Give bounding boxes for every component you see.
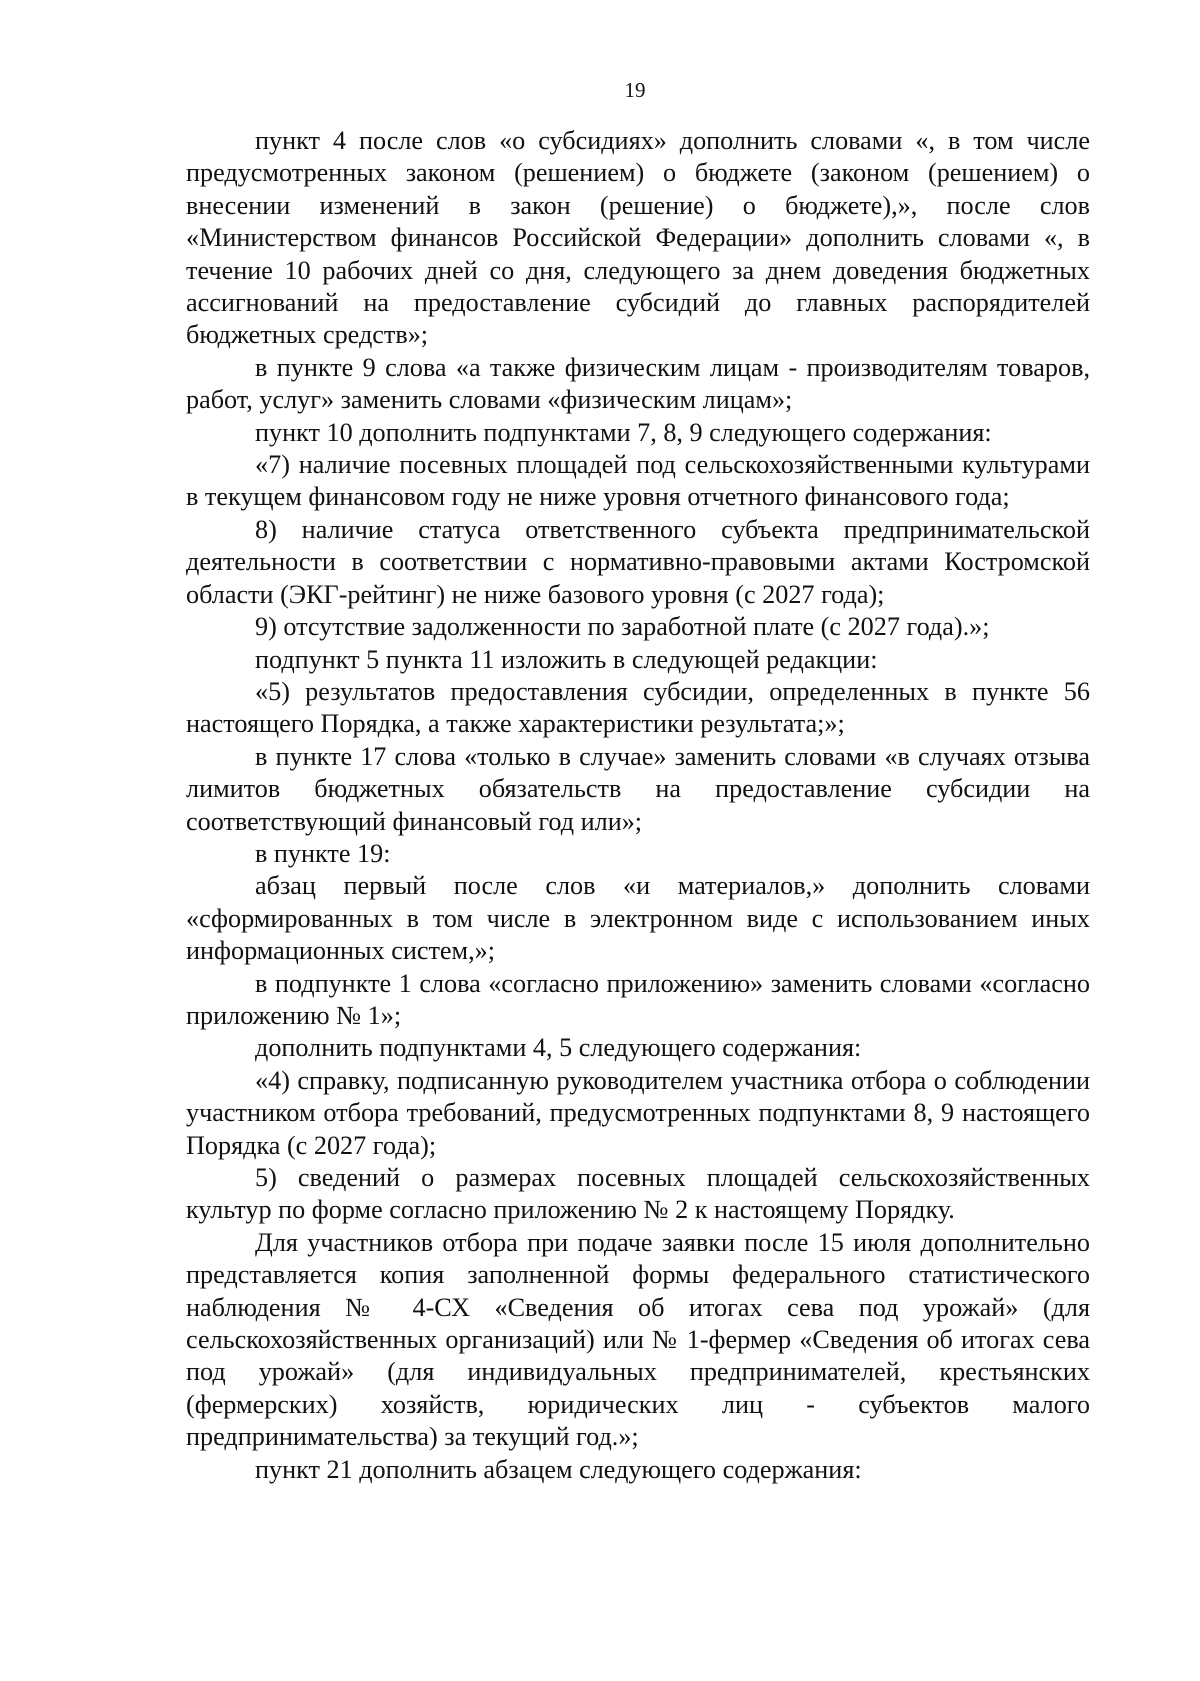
paragraph: «7) наличие посевных площадей под сельскохозяйственными культурами в текущем финансовом году не ниже уровня отчетного финансового года; (186, 450, 1090, 512)
paragraph: пункт 21 дополнить абзацем следующего содержания: (255, 1454, 862, 1484)
paragraph: «5) результатов предоставления субсидии, определенных в пункте 56 настоящего Порядка, а также характеристики результата;»; (186, 676, 1090, 739)
paragraph: «4) справку, подписанную руководителем участника отбора о соблюдении участником отбора требований, предусмотренных подпунктами 8, 9 настоящего Порядка (с 2027 года); (186, 1065, 1090, 1160)
paragraph: пункт 10 дополнить подпунктами 7, 8, 9 следующего содержания: (255, 417, 992, 447)
paragraph: в пункте 17 слова «только в случае» заменить словами «в случаях отзыва лимитов бюджетных обязательств на предоставление субсидии на соответствующий финансовый год или»; (186, 741, 1090, 836)
paragraph: пункт 4 после слов «о субсидиях» дополнить словами «, в том числе предусмотренных законом (решением) о бюджете (законом (решением) о внесении изменений в закон (решение) о бюджете),», после слов «Министерством финансов Российской Федерации» дополнить словами «, в течение 10 рабочих дней со дня, следующего за днем доведения бюджетных ассигнований на предоставление субсидий до главных распорядителей бюджетных средств»; (186, 126, 1090, 350)
page-number: 19 (624, 78, 646, 102)
paragraph: в пункте 19: (255, 838, 391, 868)
document-body (186, 125, 1090, 1486)
paragraph: в пункте 9 слова «а также физическим лицам - производителям товаров, работ, услуг» заменить словами «физическим лицам»; (186, 352, 1090, 415)
paragraph: 5) сведений о размерах посевных площадей сельскохозяйственных культур по форме согласно приложению № 2 к настоящему Порядку. (186, 1163, 1090, 1225)
paragraph: Для участников отбора при подаче заявки после 15 июля дополнительно представляется копия заполненной формы федерального статистического наблюдения № 4-СХ «Сведения об итогах сева под урожай» (для сельскохозяйственных организаций) или № 1-фермер «Сведения об итогах сева под урожай» (для индивидуальных предпринимателей, крестьянских (фермерских) хозяйств, юридических лиц - субъектов малого предпринимательства) за текущий год.»; (186, 1227, 1090, 1452)
paragraph: дополнить подпунктами 4, 5 следующего содержания: (255, 1033, 862, 1063)
paragraph: подпункт 5 пункта 11 изложить в следующей редакции: (255, 644, 878, 674)
paragraph: в подпункте 1 слова «согласно приложению» заменить словами «согласно приложению № 1»; (186, 968, 1090, 1030)
paragraph: абзац первый после слов «и материалов,» дополнить словами «сформированных в том числе в электронном виде с использованием иных информационных систем,»; (186, 871, 1090, 966)
paragraph: 8) наличие статуса ответственного субъекта предпринимательской деятельности в соответствии с нормативно-правовыми актами Костромской области (ЭКГ-рейтинг) не ниже базового уровня (с 2027 года); (186, 514, 1090, 609)
paragraph: 9) отсутствие задолженности по заработной плате (с 2027 года).»; (255, 612, 990, 642)
